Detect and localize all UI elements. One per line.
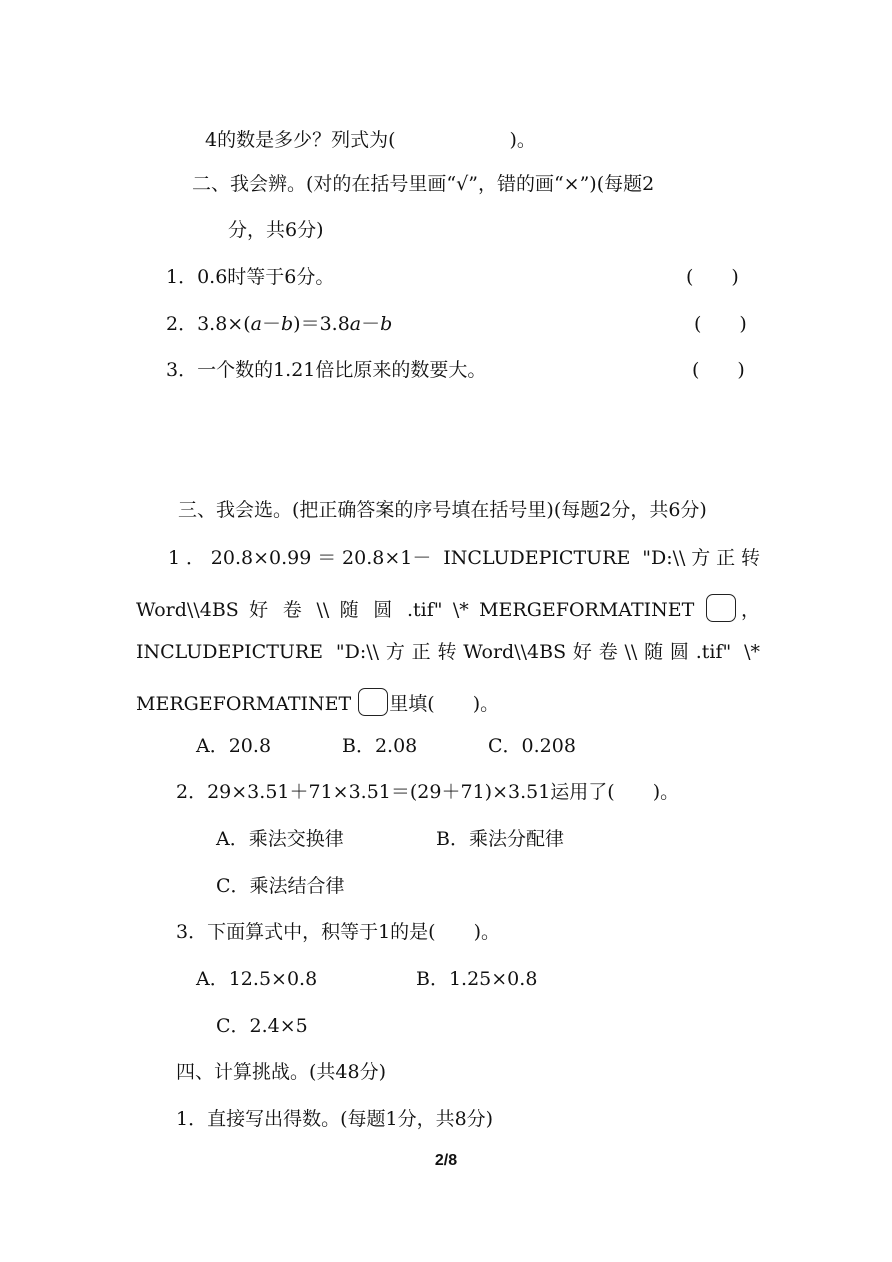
option-2-a: A．乘法交换律 [216,828,344,850]
question-continuation: 4的数是多少？列式为( )。 [205,129,536,151]
option-3-c: C．2.4×5 [216,1015,308,1037]
calc-item-1: 1．直接写出得数。(每题1分，共8分) [176,1108,494,1130]
answer-paren-2: ( ) [694,313,747,335]
choice-item-1-line-4: MERGEFORMATINET 里填( )。 [136,688,499,716]
option-1-c: C．0.208 [488,735,576,757]
judge-item-1: 1．0.6时等于6分。 [166,266,335,288]
choice-item-1-line-2: Word\\4BS 好 卷 \\ 随 圆 .tif" \* MERGEFORMATINET ， [136,594,760,622]
choice-item-2: 2．29×3.51＋71×3.51＝(29＋71)×3.51运用了( )。 [176,781,680,803]
answer-paren-3: ( ) [692,359,745,381]
round-box-icon [358,688,388,716]
section-2-heading: 二、我会辨。(对的在括号里画“√”，错的画“×”)(每题2 [192,173,655,195]
option-3-a: A．12.5×0.8 [196,968,318,990]
section-3-heading: 三、我会选。(把正确答案的序号填在括号里)(每题2分，共6分) [178,499,707,521]
section-4-heading: 四、计算挑战。(共48分) [176,1061,387,1083]
choice-item-1-line-3: INCLUDEPICTURE "D:\\方正转Word\\4BS好卷\\随圆.tif" \* [136,641,760,663]
round-box-icon [706,594,736,622]
option-3-b: B．1.25×0.8 [416,968,538,990]
answer-paren-1: ( ) [686,266,739,288]
option-1-a: A．20.8 [196,735,272,757]
option-1-b: B．2.08 [342,735,418,757]
option-2-b: B．乘法分配律 [436,828,564,850]
option-2-c: C．乘法结合律 [216,875,345,897]
judge-item-2: 2．3.8×(a－b)＝3.8a－b [166,313,393,335]
choice-item-1: 1．20.8×0.99＝20.8×1－ INCLUDEPICTURE "D:\\方正转 [168,547,760,569]
judge-item-3: 3．一个数的1.21倍比原来的数要大。 [166,359,487,381]
page-number: 2/8 [434,1152,458,1169]
choice-item-3: 3．下面算式中，积等于1的是( )。 [176,921,501,943]
section-2-heading-cont: 分，共6分) [228,219,324,241]
